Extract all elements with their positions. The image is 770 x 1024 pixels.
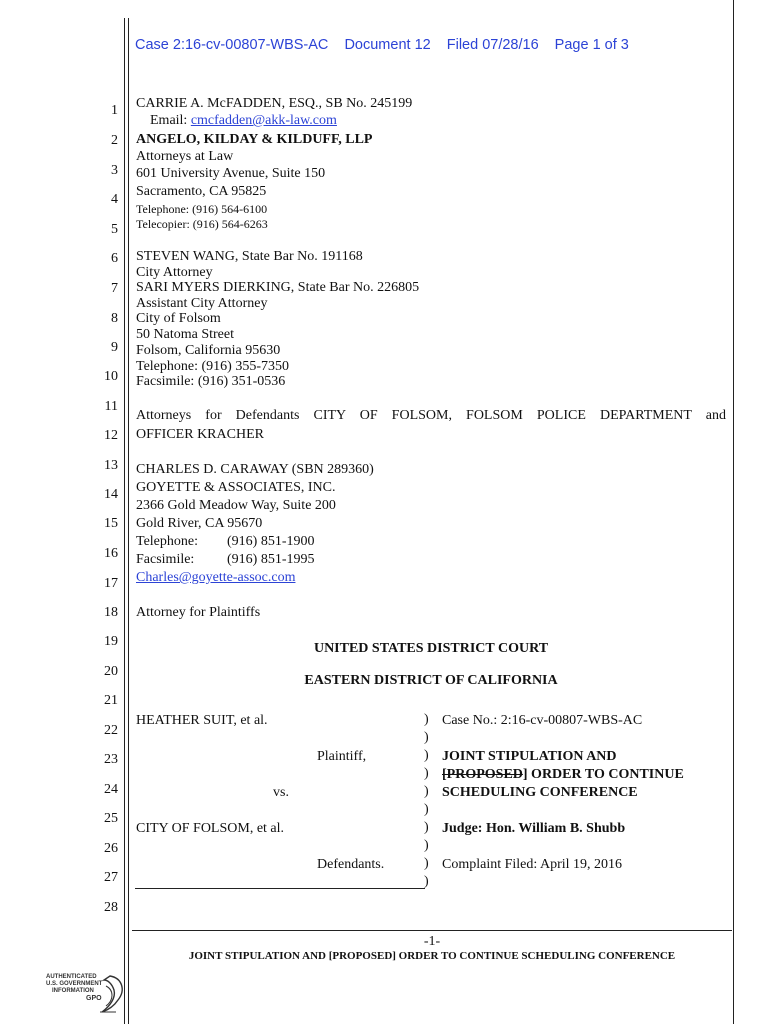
caption-paren: ) (424, 784, 429, 799)
line-number: 8 (111, 311, 118, 326)
versus: vs. (273, 785, 289, 800)
counsel2-line3: SARI MYERS DIERKING, State Bar No. 226805 (136, 280, 420, 295)
defendants-attorneys-line1: Attorneys for Defendants CITY OF FOLSOM, FOLSOM POLICE DEPARTMENT and (136, 408, 726, 423)
counsel2-line4: Assistant City Attorney (136, 296, 268, 311)
line-number: 26 (104, 841, 118, 856)
email-label: Email: (150, 113, 188, 128)
line-number: 24 (104, 782, 118, 797)
counsel2-line1: STEVEN WANG, State Bar No. 191168 (136, 249, 363, 264)
footer-title: JOINT STIPULATION AND [PROPOSED] ORDER TO CONTINUE SCHEDULING CONFERENCE (188, 950, 676, 962)
complaint-filed: Complaint Filed: April 19, 2016 (442, 857, 623, 872)
counsel2-line8: Telephone: (916) 355-7350 (136, 359, 289, 374)
line-number: 21 (104, 693, 118, 708)
line-number: 22 (104, 723, 118, 738)
counsel1-email-row (150, 112, 337, 129)
counsel1-fax: Telecopier: (916) 564-6263 (136, 217, 268, 231)
plaintiff-attorney-label: Attorney for Plaintiffs (136, 605, 261, 620)
counsel3-phone: (916) 851-1900 (227, 534, 315, 549)
line-number: 19 (104, 634, 118, 649)
line-number: 23 (104, 752, 118, 767)
seal-line1: AUTHENTICATED (46, 974, 97, 980)
caption-paren: ) (424, 730, 429, 745)
counsel2-line2: City Attorney (136, 265, 213, 280)
line-number: 27 (104, 870, 118, 885)
line-number: 25 (104, 811, 118, 826)
left-margin-rule (124, 18, 125, 1024)
judge: Judge: Hon. William B. Shubb (442, 821, 626, 836)
filed-date: Filed 07/28/16 (446, 37, 539, 53)
seal-text (46, 974, 102, 1002)
line-number: 11 (104, 399, 118, 414)
counsel1-email-link[interactable]: cmcfadden@akk-law.com (190, 113, 337, 128)
line-number: 10 (104, 369, 118, 384)
document-title-line1: JOINT STIPULATION AND (442, 749, 617, 764)
plaintiff-name: HEATHER SUIT, et al. (136, 713, 268, 728)
defendants-attorneys-line2: OFFICER KRACHER (136, 427, 264, 442)
line-number: 20 (104, 664, 118, 679)
caption-rule (135, 888, 425, 889)
line-number: 16 (104, 546, 118, 561)
counsel1-role: Attorneys at Law (136, 149, 234, 164)
caption-paren: ) (424, 874, 429, 889)
line-number: 15 (104, 516, 118, 531)
footer-page-number: -1- (423, 934, 441, 949)
line-number: 6 (111, 251, 118, 266)
proposed-strikethrough: [PROPOSED (442, 767, 523, 782)
page-indicator: Page 1 of 3 (554, 37, 629, 53)
court-district: EASTERN DISTRICT OF CALIFORNIA (304, 673, 558, 688)
counsel1-phone: Telephone: (916) 564-6100 (136, 202, 268, 216)
line-number: 3 (111, 163, 118, 178)
left-margin-rule-inner (128, 18, 129, 1024)
counsel3-line1: CHARLES D. CARAWAY (SBN 289360) (136, 462, 374, 477)
counsel1-address1: 601 University Avenue, Suite 150 (136, 166, 326, 181)
line-number: 9 (111, 340, 118, 355)
line-number: 14 (104, 487, 118, 502)
defendant-name: CITY OF FOLSOM, et al. (136, 821, 285, 836)
caption-paren: ) (424, 820, 429, 835)
counsel3-phone-label: Telephone: (136, 534, 198, 549)
line-number: 17 (104, 576, 118, 591)
counsel3-line3: 2366 Gold Meadow Way, Suite 200 (136, 498, 336, 513)
counsel1-name: CARRIE A. McFADDEN, ESQ., SB No. 245199 (136, 96, 413, 111)
gpo-authentication-seal (44, 972, 128, 1016)
plaintiff-role: Plaintiff, (317, 749, 367, 764)
right-margin-rule (733, 0, 734, 1024)
counsel2-line6: 50 Natoma Street (136, 327, 234, 342)
line-number: 1 (111, 103, 118, 118)
counsel2-line9: Facsimile: (916) 351-0536 (136, 374, 286, 389)
line-number: 13 (104, 458, 118, 473)
counsel3-email-link[interactable]: Charles@goyette-assoc.com (136, 570, 296, 585)
counsel3-line2: GOYETTE & ASSOCIATES, INC. (136, 480, 336, 495)
seal-line4: GPO (86, 995, 102, 1002)
line-number: 5 (111, 222, 118, 237)
footer-rule (132, 930, 732, 931)
document-title-line3: SCHEDULING CONFERENCE (442, 785, 638, 800)
caption-paren: ) (424, 748, 429, 763)
seal-line2: U.S. GOVERNMENT (46, 981, 103, 987)
case-no: Case No.: 2:16-cv-00807-WBS-AC (442, 713, 643, 728)
document-number: Document 12 (344, 37, 431, 53)
counsel1-address2: Sacramento, CA 95825 (136, 184, 267, 199)
document-title-line2 (442, 766, 684, 783)
document-title-line2-rest: ] ORDER TO CONTINUE (522, 767, 684, 782)
line-number: 4 (111, 192, 118, 207)
counsel2-line7: Folsom, California 95630 (136, 343, 281, 358)
line-number: 12 (104, 428, 118, 443)
counsel3-fax-label: Facsimile: (136, 552, 195, 567)
seal-line3: INFORMATION (52, 988, 94, 994)
counsel2-line5: City of Folsom (136, 311, 221, 326)
caption-paren: ) (424, 838, 429, 853)
case-number: Case 2:16-cv-00807-WBS-AC (135, 37, 329, 53)
line-number: 2 (111, 133, 118, 148)
caption-paren: ) (424, 712, 429, 727)
counsel3-fax: (916) 851-1995 (227, 552, 315, 567)
line-number: 7 (111, 281, 118, 296)
counsel1-firm: ANGELO, KILDAY & KILDUFF, LLP (136, 132, 373, 147)
defendant-role: Defendants. (317, 857, 385, 872)
court-name: UNITED STATES DISTRICT COURT (313, 641, 549, 656)
counsel3-line4: Gold River, CA 95670 (136, 516, 263, 531)
filing-header (135, 37, 641, 53)
line-number: 28 (104, 900, 118, 915)
caption-paren: ) (424, 856, 429, 871)
caption-paren: ) (424, 766, 429, 781)
caption-paren: ) (424, 802, 429, 817)
line-number: 18 (104, 605, 118, 620)
